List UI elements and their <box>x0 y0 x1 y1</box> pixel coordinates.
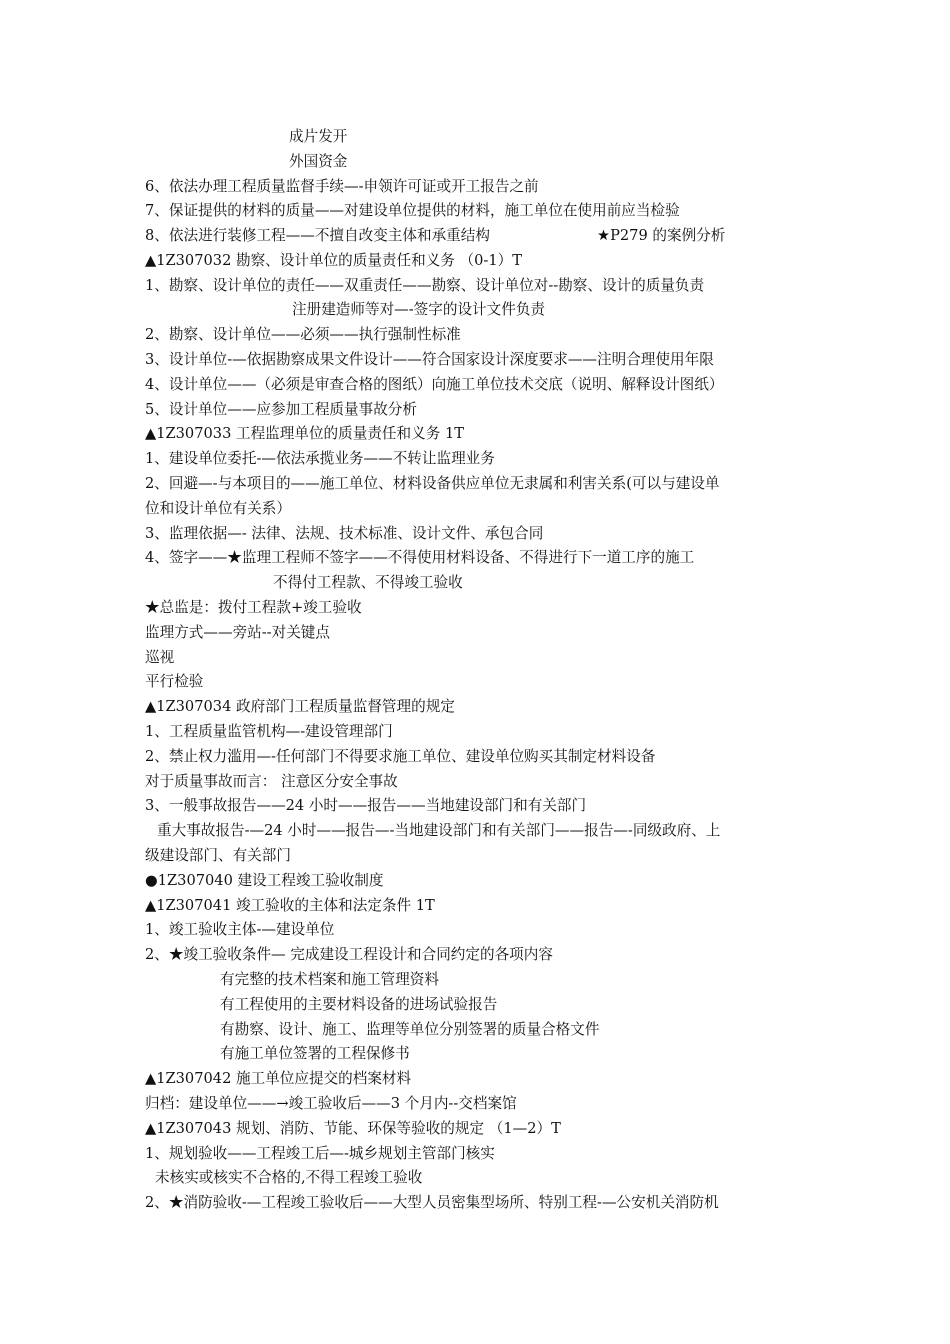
text-line: 2、回避—-与本项目的——施工单位、材料设备供应单位无隶属和利害关系(可以与建设单 <box>145 475 720 492</box>
text-line: 4、签字——★监理工程师不签字——不得使用材料设备、不得进行下一道工序的施工 <box>145 549 695 566</box>
text-line: 平行检验 <box>145 673 204 690</box>
section-heading: ▲1Z307034 政府部门工程质量监督管理的规定 <box>145 698 455 715</box>
text-line: 注册建造师等对—-签字的设计文件负责 <box>292 301 546 318</box>
text-line: 1、勘察、设计单位的责任——双重责任——勘察、设计单位对--勘察、设计的质量负责 <box>145 277 705 294</box>
text-line: 3、一般事故报告——24 小时——报告——当地建设部门和有关部门 <box>145 797 587 814</box>
text-line: 有工程使用的主要材料设备的进场试验报告 <box>220 996 498 1013</box>
text-line: 2、禁止权力滥用—-任何部门不得要求施工单位、建设单位购买其制定材料设备 <box>145 748 656 765</box>
text-line: 有勘察、设计、施工、监理等单位分别签署的质量合格文件 <box>220 1021 600 1038</box>
text-line: 1、工程质量监管机构—-建设管理部门 <box>145 723 393 740</box>
text-line: 有施工单位签署的工程保修书 <box>220 1045 410 1062</box>
section-heading: ▲1Z307041 竣工验收的主体和法定条件 1T <box>145 897 435 914</box>
text-line: 2、勘察、设计单位——必须——执行强制性标准 <box>145 326 461 343</box>
text-line: 7、保证提供的材料的质量——对建设单位提供的材料，施工单位在使用前应当检验 <box>145 202 680 219</box>
text-line: 5、设计单位——应参加工程质量事故分析 <box>145 401 417 418</box>
text-line: 4、设计单位——（必须是审查合格的图纸）向施工单位技术交底（说明、解释设计图纸） <box>145 376 724 393</box>
text-line: 1、建设单位委托-—依法承揽业务——不转让监理业务 <box>145 450 495 467</box>
text-line: 有完整的技术档案和施工管理资料 <box>220 971 439 988</box>
text-line: 监理方式——旁站--对关键点 <box>145 624 330 641</box>
text-line: 外国资金 <box>289 153 348 170</box>
section-heading: ▲1Z307032 勘察、设计单位的质量责任和义务 （0-1）T <box>145 252 522 269</box>
case-analysis-note: ★P279 的案例分析 <box>597 227 726 244</box>
section-heading: ▲1Z307033 工程监理单位的质量责任和义务 1T <box>145 425 464 442</box>
text-line: ★总监是：拨付工程款+竣工验收 <box>145 599 362 616</box>
text-line: 成片发开 <box>289 128 348 145</box>
text-line: 6、依法办理工程质量监督手续—-申领许可证或开工报告之前 <box>145 178 539 195</box>
text-line: 巡视 <box>145 649 175 666</box>
text-line: 3、监理依据—- 法律、法规、技术标准、设计文件、承包合同 <box>145 525 544 542</box>
text-line: 3、设计单位-—依据勘察成果文件设计——符合国家设计深度要求——注明合理使用年限 <box>145 351 714 368</box>
chapter-heading: ●1Z307040 建设工程竣工验收制度 <box>145 872 384 889</box>
text-line: 未核实或核实不合格的,不得工程竣工验收 <box>155 1169 423 1186</box>
text-line: 2、★竣工验收条件— 完成建设工程设计和合同约定的各项内容 <box>145 946 553 963</box>
text-line: 归档：建设单位——→竣工验收后——3 个月内--交档案馆 <box>145 1095 517 1112</box>
text-line: 级建设部门、有关部门 <box>145 847 291 864</box>
text-line: 不得付工程款、不得竣工验收 <box>273 574 463 591</box>
text-line: 对于质量事故而言： 注意区分安全事故 <box>145 773 398 790</box>
text-line: 2、★消防验收-—工程竣工验收后——大型人员密集型场所、特别工程-—公安机关消防机 <box>145 1194 719 1211</box>
text-line: 位和设计单位有关系） <box>145 500 291 517</box>
text-line: 重大事故报告-—24 小时——报告—-当地建设部门和有关部门——报告—-同级政府、上 <box>157 822 721 839</box>
text-line: 1、规划验收——工程竣工后—-城乡规划主管部门核实 <box>145 1145 495 1162</box>
section-heading: ▲1Z307042 施工单位应提交的档案材料 <box>145 1070 412 1087</box>
text-line: 1、竣工验收主体-—建设单位 <box>145 921 335 938</box>
text-line: 8、依法进行装修工程——不擅自改变主体和承重结构 <box>145 227 490 244</box>
section-heading: ▲1Z307043 规划、消防、节能、环保等验收的规定 （1—2）T <box>145 1120 561 1137</box>
